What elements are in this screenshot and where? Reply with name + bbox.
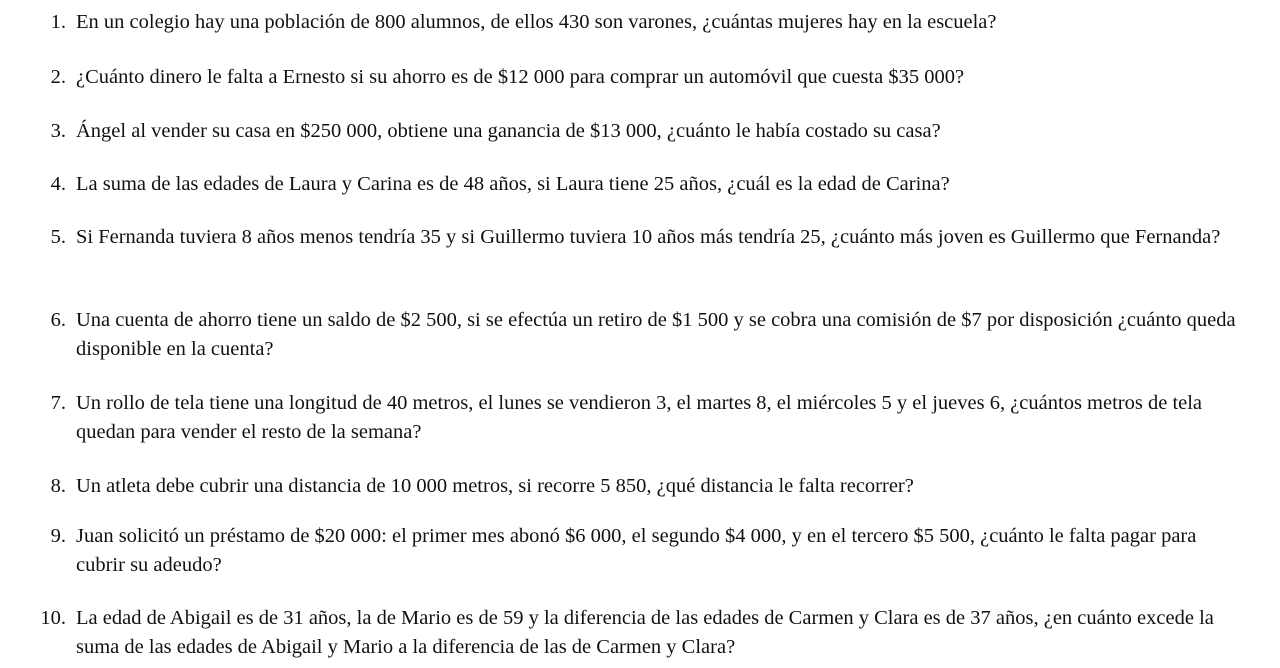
problem-text: Ángel al vender su casa en $250 000, obtiene una ganancia de $13 000, ¿cuánto le había costado su casa? [76,120,941,142]
problem-number: 6. [50,309,66,331]
problem-number: 3. [50,120,66,142]
problem-text: Si Fernanda tuviera 8 años menos tendría 35 y si Guillermo tuviera 10 años más tendría 25, ¿cuánto más joven es Guillermo que Fernanda? [76,226,1221,248]
problem-number: 2. [50,66,66,88]
problem-text: Una cuenta de ahorro tiene un saldo de $2 500, si se efectúa un retiro de $1 500 y se cobra una comisión de $7 por disposición ¿cuánto queda disponible en la cuenta? [76,309,1236,360]
problem-number: 4. [50,173,66,195]
problem-text: Un atleta debe cubrir una distancia de 10 000 metros, si recorre 5 850, ¿qué distancia le falta recorrer? [76,475,914,497]
problem-text: En un colegio hay una población de 800 alumnos, de ellos 430 son varones, ¿cuántas mujeres hay en la escuela? [76,11,997,33]
problem-number: 9. [50,525,66,547]
problem-text: Juan solicitó un préstamo de $20 000: el primer mes abonó $6 000, el segundo $4 000, y en el tercero $5 500, ¿cuánto le falta pagar para cubrir su adeudo? [76,525,1197,576]
problem-number: 8. [50,475,66,497]
problem-text: Un rollo de tela tiene una longitud de 40 metros, el lunes se vendieron 3, el martes 8, el miércoles 5 y el jueves 6, ¿cuántos metros de tela quedan para vender el resto de la semana? [76,392,1203,443]
problem-text: ¿Cuánto dinero le falta a Ernesto si su ahorro es de $12 000 para comprar un automóvil que cuesta $35 000? [76,66,965,88]
problem-number: 7. [50,392,66,414]
problem-text: La edad de Abigail es de 31 años, la de Mario es de 59 y la diferencia de las edades de Carmen y Clara es de 37 años, ¿en cuánto excede la suma de las edades de Abigail y Mario a la diferencia de las de Carmen y Clara? [76,607,1214,658]
problem-number: 5. [50,226,66,248]
problem-number: 1. [50,11,66,33]
problem-number: 10. [40,607,66,629]
problem-text: La suma de las edades de Laura y Carina es de 48 años, si Laura tiene 25 años, ¿cuál es la edad de Carina? [76,173,950,195]
